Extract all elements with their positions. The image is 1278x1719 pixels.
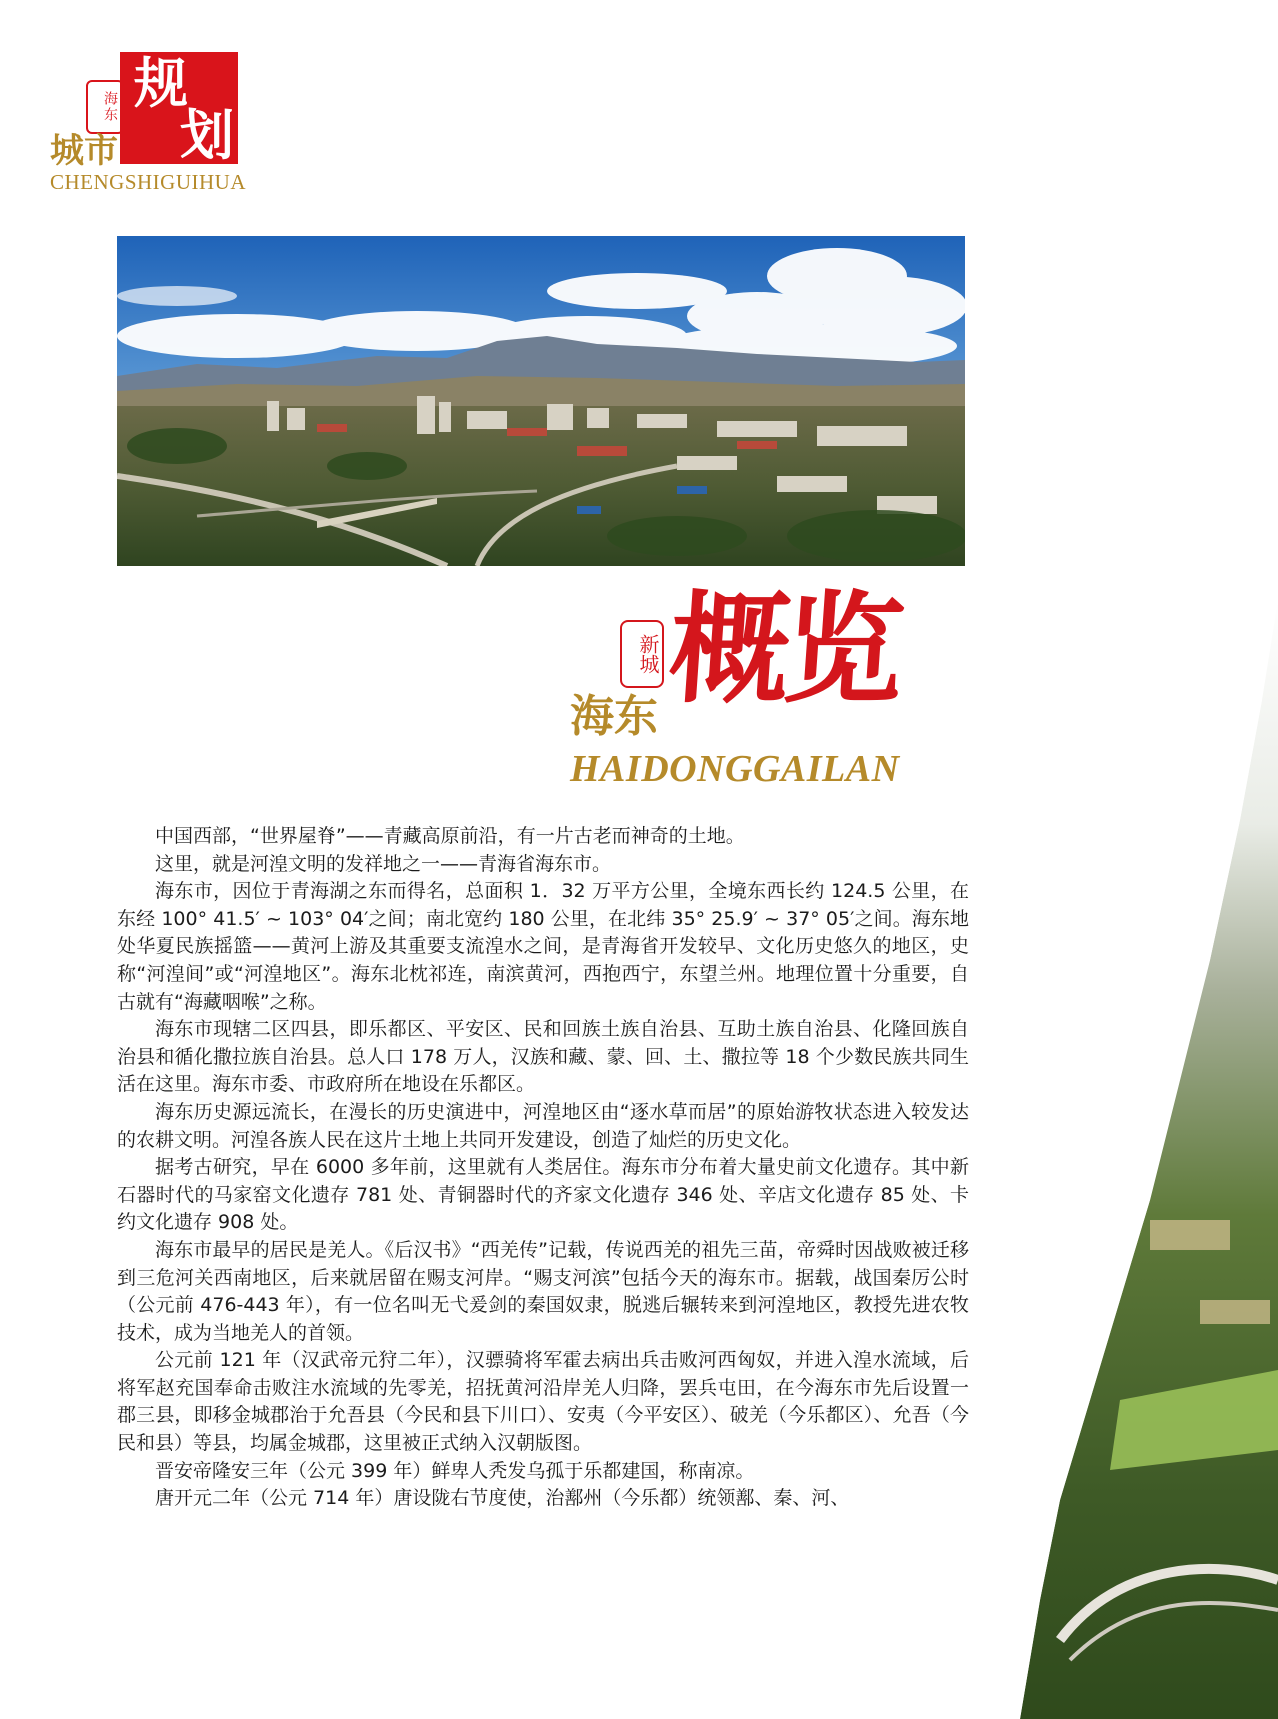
- article-paragraph: 海东历史源远流长，在漫长的历史演进中，河湟地区由“逐水草而居”的原始游牧状态进入较发达的农耕文明。河湟各族人民在这片土地上共同开发建设，创造了灿烂的历史文化。: [117, 1100, 969, 1151]
- hero-city-photo: [117, 236, 965, 566]
- magazine-section-logo: [50, 52, 280, 192]
- article-paragraph: 海东市现辖二区四县，即乐都区、平安区、民和回族土族自治县、互助土族自治县、化隆回族自治县和循化撒拉族自治县。总人口 178 万人，汉族和藏、蒙、回、土、撒拉等 18 个少数民族共同生活在这里。海东市委、市政府所在地设在乐都区。: [117, 1018, 969, 1096]
- section-title: [560, 579, 960, 800]
- section-title-chinese: 海东: [570, 691, 658, 742]
- article-paragraph: 海东市，因位于青海湖之东而得名，总面积 1．32 万平方公里，全境东西长约 124.5 公里，在东经 100° 41.5′ ~ 103° 04′之间；南北宽约 180 公里，在北纬 35° 25.9′ ~ 37° 05′之间。海东地处华夏民族摇篮——黄河上游及其重要支流湟水之间，是青海省开发较早、文化历史悠久的地区，史称“河湟间”或“河湟地区”。海东北枕祁连，南滨黄河，西抱西宁，东望兰州。地理位置十分重要，自古就有“海藏咽喉”之称。: [117, 880, 969, 1013]
- section-title-english: HAIDONGGAILAN: [570, 748, 900, 790]
- logo-char-1: 规: [134, 51, 188, 115]
- logo-seal: 海东: [86, 80, 124, 134]
- section-title-seal: 新城: [620, 620, 664, 688]
- article-paragraph: 中国西部，“世界屋脊”——青藏高原前沿，有一片古老而神奇的土地。: [155, 825, 745, 847]
- decorative-landscape-strip: [1000, 600, 1278, 1719]
- article-body: [117, 823, 969, 1513]
- article-paragraph: 公元前 121 年（汉武帝元狩二年），汉骠骑将军霍去病出兵击败河西匈奴，并进入湟水流域，后将军赵充国奉命击败注水流域的先零羌，招抚黄河沿岸羌人归降，罢兵屯田，在今海东市先后设置一郡三县，即移金城郡治于允吾县（今民和县下川口）、安夷（今平安区）、破羌（今乐都区）、允吾（今民和县）等县，均属金城郡，这里被正式纳入汉朝版图。: [117, 1349, 969, 1455]
- logo-english-text: CHENGSHIGUIHUA: [50, 170, 246, 194]
- logo-chinese-text: 城市: [50, 131, 118, 171]
- landscape-illustration: [117, 236, 965, 566]
- article-paragraph: 晋安帝隆安三年（公元 399 年）鲜卑人秃发乌孤于乐都建国，称南凉。: [155, 1459, 755, 1482]
- article-paragraph: 这里，就是河湟文明的发祥地之一——青海省海东市。: [155, 852, 612, 875]
- section-title-main: 概览: [665, 579, 903, 720]
- article-paragraph: 据考古研究，早在 6000 多年前，这里就有人类居住。海东市分布着大量史前文化遗存。其中新石器时代的马家窑文化遗存 781 处、青铜器时代的齐家文化遗存 346 处、辛店文化遗存 85 处、卡约文化遗存 908 处。: [117, 1156, 969, 1234]
- article-paragraph: 唐开元二年（公元 714 年）唐设陇右节度使，治鄯州（今乐都）统领鄯、秦、河、: [155, 1487, 850, 1510]
- logo-char-2: 划: [180, 103, 234, 167]
- article-paragraph: 海东市最早的居民是羌人。《后汉书》“西羌传”记载，传说西羌的祖先三苗，帝舜时因战败被迁移到三危河关西南地区，后来就居留在赐支河岸。“赐支河滨”包括今天的海东市。据载，战国秦厉公时（公元前 476-443 年），有一位名叫无弋爰剑的秦国奴隶，脱逃后辗转来到河湟地区，教授先进农牧技术，成为当地羌人的首领。: [117, 1238, 969, 1344]
- strip-illustration: [1000, 600, 1278, 1719]
